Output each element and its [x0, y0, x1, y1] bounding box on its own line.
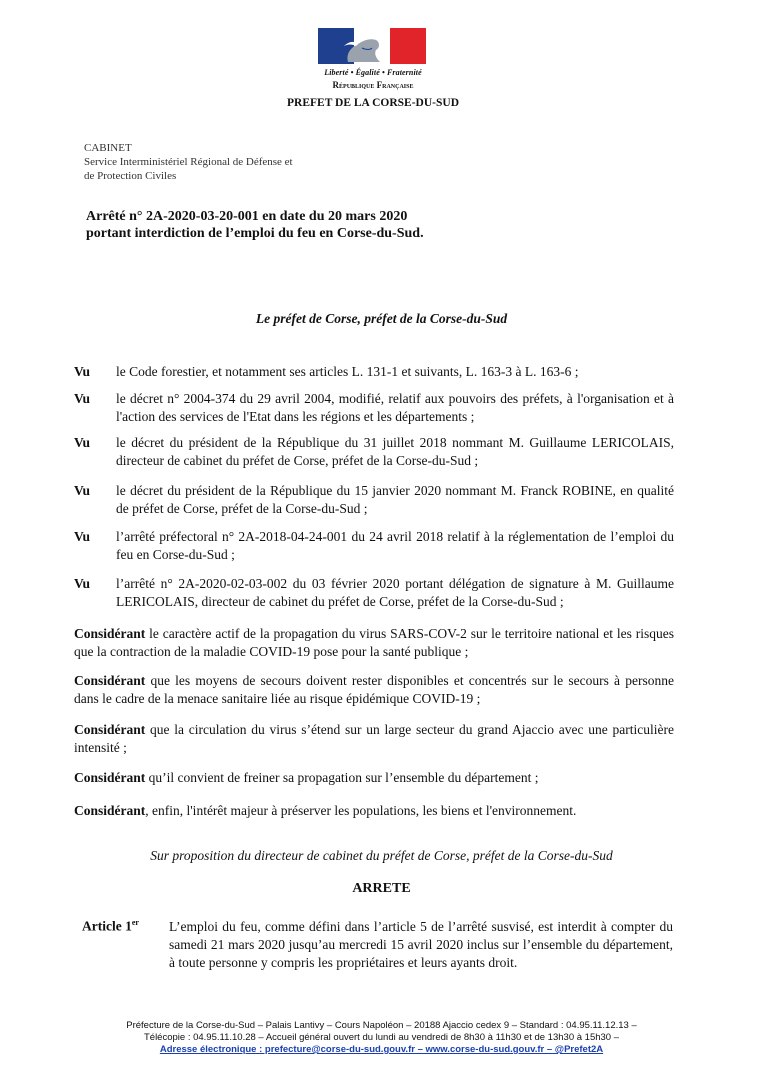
footer-address: Préfecture de la Corse-du-Sud – Palais Lantivy – Cours Napoléon – 20188 Ajaccio cedex 9 – Standard : 04.95.11.12.13 – [126, 1020, 637, 1031]
vu-text: le décret du président de la République du 31 juillet 2018 nommant M. Guillaume LERICOLAIS, directeur de cabinet du préfet de Corse, préfet de la Corse-du-Sud ; [116, 435, 674, 468]
vu-text: le décret n° 2004-374 du 29 avril 2004, modifié, relatif aux pouvoirs des préfets, à l'organisation et à l'action des services de l'Etat dans les régions et les départements ; [116, 391, 674, 424]
arrete-heading: ARRETE [352, 881, 411, 896]
vu-keyword: Vu [74, 391, 91, 406]
vu-keyword: Vu [74, 483, 91, 498]
vu-keyword: Vu [74, 364, 91, 379]
vu-text: l’arrêté préfectoral n° 2A-2018-04-24-001 du 24 avril 2018 relatif à la réglementation de l’emploi du feu en Corse-du-Sud ; [116, 529, 674, 562]
considerant-keyword: Considérant [74, 722, 146, 737]
considerant-text: que les moyens de secours doivent rester disponibles et concentrés sur le secours à personne dans le cadre de la menace sanitaire liée au risque épidémique COVID-19 ; [74, 673, 674, 706]
considerant-clause [74, 802, 674, 820]
issuing-authority: Le préfet de Corse, préfet de la Corse-du-Sud [255, 311, 508, 326]
article-1-label [82, 918, 139, 935]
considerant-clause [74, 721, 674, 757]
republic-name: République Française [332, 80, 414, 90]
republic-motto: Liberté • Égalité • Fraternité [324, 68, 422, 77]
vu-keyword: Vu [74, 576, 91, 591]
footer-contact-link[interactable]: Adresse électronique : prefecture@corse-du-sud.gouv.fr – www.corse-du-sud.gouv.fr – @Prefet2A [159, 1044, 604, 1055]
cabinet-line: CABINET [84, 142, 132, 154]
decree-title-line: portant interdiction de l’emploi du feu en Corse-du-Sud. [86, 226, 424, 241]
considerant-clause [74, 769, 674, 787]
vu-keyword: Vu [74, 529, 91, 544]
page-footer [0, 1020, 763, 1056]
decree-title-line: Arrêté n° 2A-2020-03-20-001 en date du 20 mars 2020 [86, 209, 408, 224]
considerant-clause [74, 625, 674, 661]
vu-text: l’arrêté n° 2A-2020-02-03-002 du 03 février 2020 portant délégation de signature à M. Guillaume LERICOLAIS, directeur de cabinet du préfet de Corse, préfet de la Corse-du-Sud ; [116, 576, 674, 609]
considerant-keyword: Considérant [74, 803, 146, 818]
considerant-keyword: Considérant [74, 626, 146, 641]
issuing-service [84, 141, 293, 183]
article-1-text: L’emploi du feu, comme défini dans l’article 5 de l’arrêté susvisé, est interdit à compter du samedi 21 mars 2020 jusqu’au mercredi 15 avril 2020 inclus sur l’ensemble du département, à toute personne y compris les propriétaires et leurs ayants droit. [169, 919, 673, 970]
article-label-sup: er [131, 918, 139, 927]
vu-keyword: Vu [74, 435, 91, 450]
considerant-text: qu’il convient de freiner sa propagation sur l’ensemble du département ; [145, 770, 539, 785]
cabinet-line: de Protection Civiles [84, 170, 177, 182]
considerant-clause [74, 672, 674, 708]
vu-text: le décret du président de la République du 15 janvier 2020 nommant M. Franck ROBINE, en qualité de préfet de Corse, préfet de la Corse-du-Sud ; [116, 483, 674, 516]
considerant-keyword: Considérant [74, 673, 146, 688]
considerant-text: , enfin, l'intérêt majeur à préserver les populations, les biens et l'environnement. [145, 803, 577, 818]
cabinet-line: Service Interministériel Régional de Défense et [84, 156, 293, 168]
proposition-line: Sur proposition du directeur de cabinet du préfet de Corse, préfet de la Corse-du-Sud [150, 848, 613, 863]
decree-title [86, 208, 424, 242]
article-label-text: Article 1 [82, 918, 132, 934]
considerant-keyword: Considérant [74, 770, 146, 785]
prefecture-name: PREFET DE LA CORSE-DU-SUD [287, 97, 459, 109]
marianne-logo [318, 28, 426, 64]
considerant-text: que la circulation du virus s’étend sur un large secteur du grand Ajaccio avec une particulière intensité ; [74, 722, 674, 755]
considerant-text: le caractère actif de la propagation du virus SARS-COV-2 sur le territoire national et les risques que la contraction de la maladie COVID-19 pose pour la santé publique ; [74, 626, 674, 659]
footer-hours: Télécopie : 04.95.11.10.28 – Accueil général ouvert du lundi au vendredi de 8h30 à 11h30 et de 13h30 à 15h30 – [143, 1032, 620, 1043]
vu-text: le Code forestier, et notamment ses articles L. 131-1 et suivants, L. 163-3 à L. 163-6 ; [116, 364, 579, 379]
